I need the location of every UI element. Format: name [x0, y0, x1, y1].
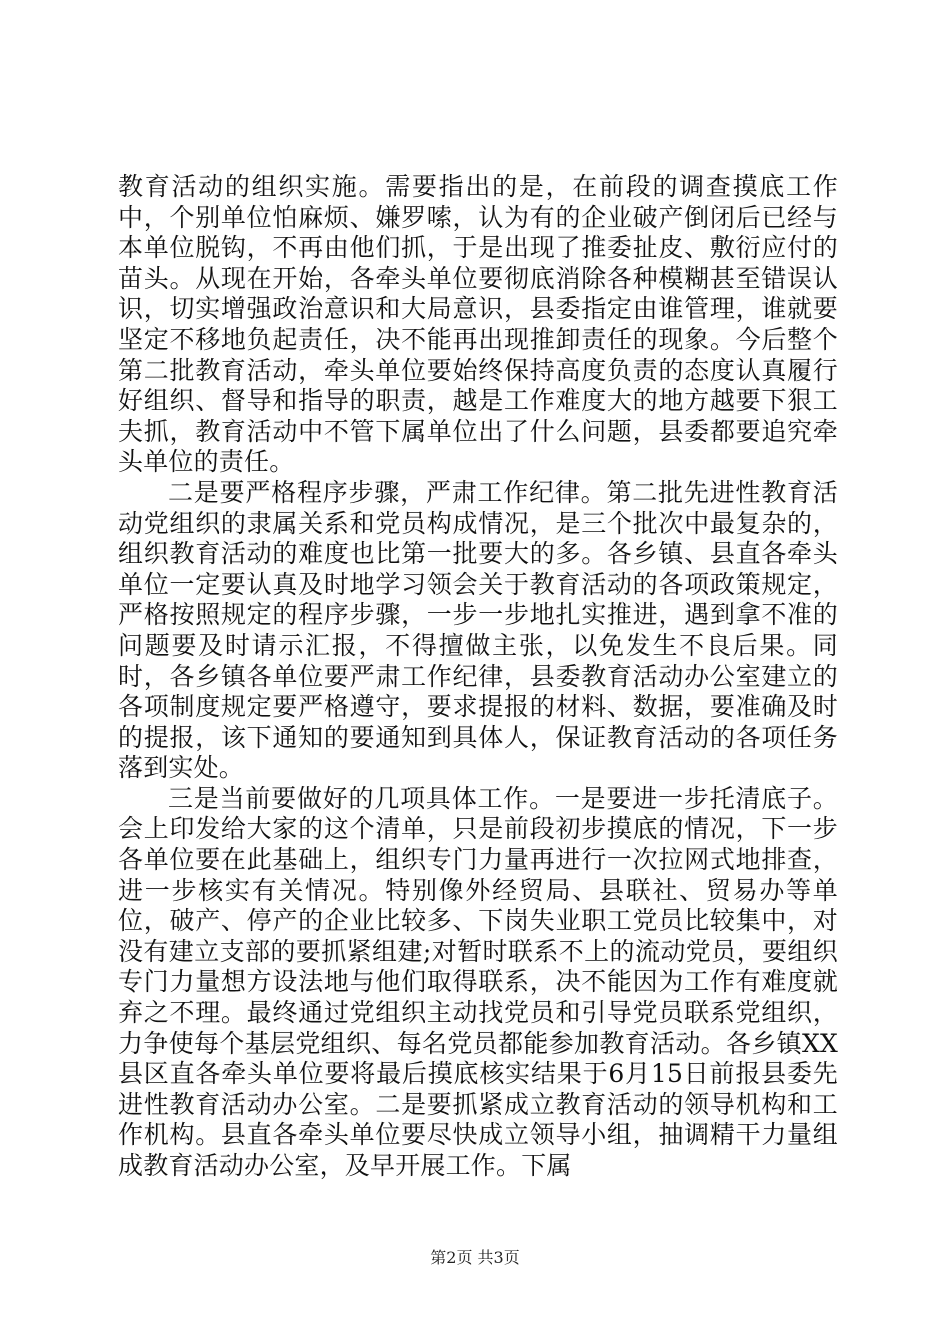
- paragraph-3: 三是当前要做好的几项具体工作。一是要进一步托清底子。会上印发给大家的这个清单，只是前段初步摸底的情况，下一步各单位要在此基础上，组织专门力量再进行一次拉网式地排查，进一步核实有关情况。特别像外经贸局、县联社、贸易办等单位，破产、停产的企业比较多、下岗失业职工党员比较集中，对没有建立支部的要抓紧组建;对暂时联系不上的流动党员，要组织专门力量想方设法地与他们取得联系，决不能因为工作有难度就弃之不理。最终通过党组织主动找党员和引导党员联系党组织，力争使每个基层党组织、每名党员都能参加教育活动。各乡镇XX县区直各牵头单位要将最后摸底核实结果于6月15日前报县委先进性教育活动办公室。二是要抓紧成立教育活动的领导机构和工作机构。县直各牵头单位要尽快成立领导小组，抽调精干力量组成教育活动办公室，及早开展工作。下属: [118, 783, 838, 1180]
- document-body: [118, 172, 838, 1182]
- page-number-footer: 第2页 共3页: [430, 1248, 520, 1267]
- paragraph-2: 二是要严格程序步骤，严肃工作纪律。第二批先进性教育活动党组织的隶属关系和党员构成情况，是三个批次中最复杂的，组织教育活动的难度也比第一批要大的多。各乡镇、县直各牵头单位一定要认真及时地学习领会关于教育活动的各项政策规定，严格按照规定的程序步骤，一步一步地扎实推进，遇到拿不准的问题要及时请示汇报，不得擅做主张，以免发生不良后果。同时，各乡镇各单位要严肃工作纪律，县委教育活动办公室建立的各项制度规定要严格遵守，要求提报的材料、数据，要准确及时的提报，该下通知的要通知到具体人，保证教育活动的各项任务落到实处。: [118, 477, 838, 783]
- paragraph-1: 教育活动的组织实施。需要指出的是，在前段的调查摸底工作中，个别单位怕麻烦、嫌罗嗦，认为有的企业破产倒闭后已经与本单位脱钩，不再由他们抓，于是出现了推委扯皮、敷衍应付的苗头。从现在开始，各牵头单位要彻底消除各种模糊甚至错误认识，切实增强政治意识和大局意识，县委指定由谁管理，谁就要坚定不移地负起责任，决不能再出现推卸责任的现象。今后整个第二批教育活动，牵头单位要始终保持高度负责的态度认真履行好组织、督导和指导的职责，越是工作难度大的地方越要下狠工夫抓，教育活动中不管下属单位出了什么问题，县委都要追究牵头单位的责任。: [118, 172, 838, 477]
